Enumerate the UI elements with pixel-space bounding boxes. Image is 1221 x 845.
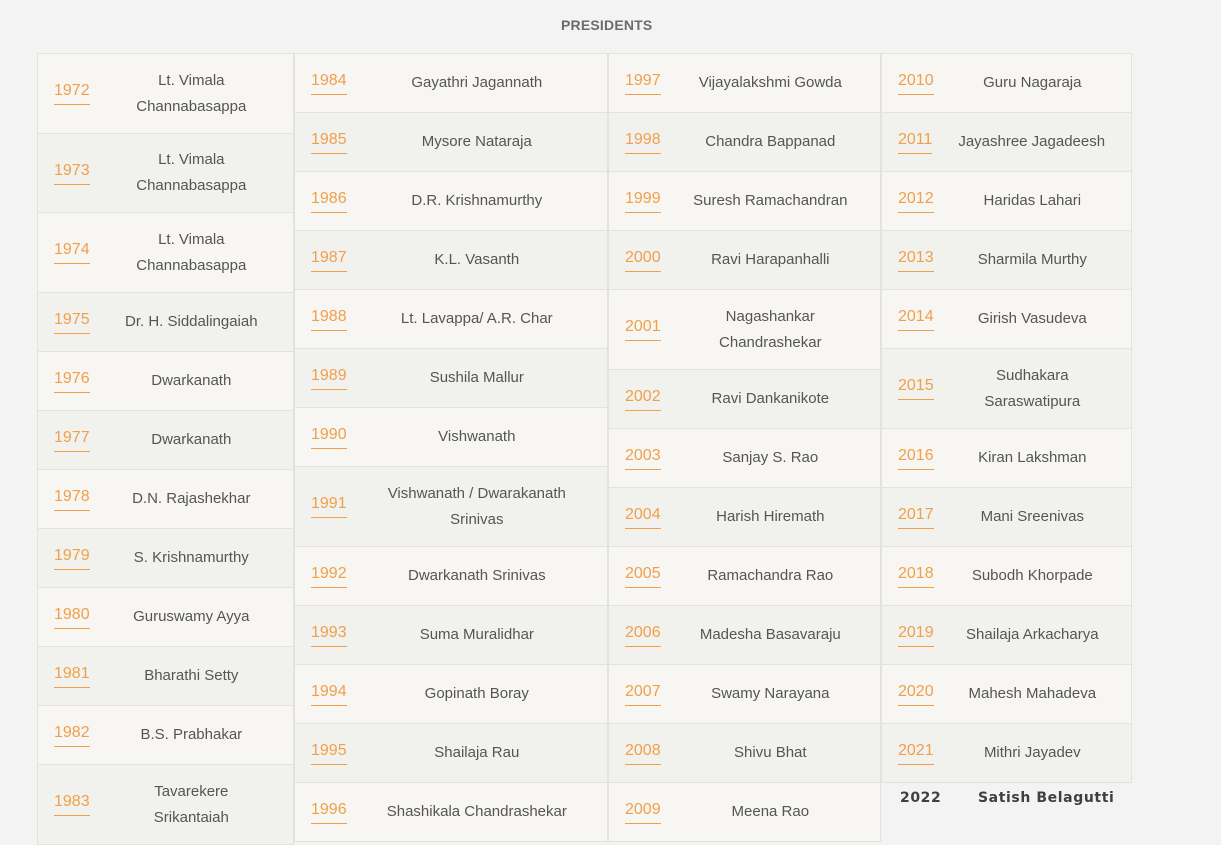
president-year: 1978 bbox=[54, 488, 90, 511]
president-name: Mani Sreenivas bbox=[980, 508, 1084, 525]
president-year: 2012 bbox=[898, 190, 934, 213]
presidents-column-1 bbox=[37, 53, 294, 845]
president-year: 1998 bbox=[625, 131, 661, 154]
president-name: Sudhakara Saraswatipura bbox=[984, 366, 1081, 410]
extra-year: 2022 bbox=[900, 790, 942, 806]
president-row bbox=[881, 605, 1132, 665]
president-row bbox=[37, 351, 294, 411]
president-name: Jayashree Jagadeesh bbox=[958, 133, 1106, 150]
president-name: Mysore Nataraja bbox=[421, 133, 532, 150]
president-year: 1997 bbox=[625, 72, 661, 95]
president-year: 1983 bbox=[54, 793, 90, 816]
president-row bbox=[37, 53, 294, 134]
president-name: Subodh Khorpade bbox=[971, 567, 1093, 584]
president-year: 1974 bbox=[54, 241, 90, 264]
president-name: Nagashankar Chandrashekar bbox=[719, 307, 822, 351]
president-row bbox=[608, 230, 881, 290]
president-row bbox=[608, 664, 881, 724]
president-name: Mahesh Mahadeva bbox=[968, 685, 1097, 702]
president-year: 1977 bbox=[54, 429, 90, 452]
president-name: Vishwanath / Dwarakanath Srinivas bbox=[387, 484, 566, 528]
president-row bbox=[608, 723, 881, 783]
president-year: 1988 bbox=[311, 308, 347, 331]
president-row bbox=[37, 410, 294, 470]
president-year: 2008 bbox=[625, 742, 661, 765]
page-title: PRESIDENTS bbox=[561, 17, 653, 33]
president-name: Vijayalakshmi Gowda bbox=[698, 74, 842, 91]
president-name: Lt. Vimala Channabasappa bbox=[136, 151, 247, 194]
president-year: 2019 bbox=[898, 624, 934, 647]
president-row bbox=[881, 289, 1132, 349]
president-name: Dwarkanath Srinivas bbox=[408, 567, 546, 584]
president-name: Shashikala Chandrashekar bbox=[386, 803, 567, 820]
president-year: 2005 bbox=[625, 565, 661, 588]
president-row bbox=[37, 133, 294, 213]
president-year: 2014 bbox=[898, 308, 934, 331]
president-row bbox=[37, 587, 294, 647]
president-name: Girish Vasudeva bbox=[977, 310, 1087, 327]
president-row bbox=[294, 664, 608, 724]
president-year: 1985 bbox=[311, 131, 347, 154]
extra-name: Satish Belagutti bbox=[978, 790, 1115, 806]
president-name: Madesha Basavaraju bbox=[699, 626, 841, 643]
president-row bbox=[881, 53, 1132, 113]
president-year: 1984 bbox=[311, 72, 347, 95]
president-row bbox=[294, 407, 608, 467]
president-year: 2020 bbox=[898, 683, 934, 706]
president-name: Suma Muralidhar bbox=[419, 626, 534, 643]
president-row bbox=[881, 171, 1132, 231]
president-row bbox=[608, 112, 881, 172]
president-row bbox=[294, 230, 608, 290]
president-name: Sharmila Murthy bbox=[977, 251, 1087, 268]
president-name: S. Krishnamurthy bbox=[133, 549, 249, 566]
president-row bbox=[881, 723, 1132, 783]
president-year: 2018 bbox=[898, 565, 934, 588]
president-name: D.N. Rajashekhar bbox=[132, 490, 251, 507]
president-name: Vishwanath bbox=[438, 428, 516, 445]
president-year: 1995 bbox=[311, 742, 347, 765]
president-row bbox=[294, 605, 608, 665]
president-row bbox=[608, 369, 881, 429]
president-name: Lt. Vimala Channabasappa bbox=[136, 71, 247, 115]
president-row bbox=[608, 171, 881, 231]
president-name: Gopinath Boray bbox=[424, 685, 529, 702]
president-name: Suresh Ramachandran bbox=[693, 192, 848, 209]
president-year: 1992 bbox=[311, 565, 347, 588]
president-row bbox=[37, 705, 294, 765]
president-year: 1981 bbox=[54, 665, 90, 688]
president-name: Shailaja Rau bbox=[434, 744, 520, 761]
president-name: Ravi Harapanhalli bbox=[711, 251, 830, 268]
president-name: Bharathi Setty bbox=[144, 667, 239, 684]
president-year: 2007 bbox=[625, 683, 661, 706]
president-year: 2017 bbox=[898, 506, 934, 529]
president-year: 2013 bbox=[898, 249, 934, 272]
president-row bbox=[608, 289, 881, 370]
president-name: Chandra Bappanad bbox=[705, 133, 836, 150]
president-name: Kiran Lakshman bbox=[978, 449, 1087, 466]
president-year: 2016 bbox=[898, 447, 934, 470]
presidents-column-3 bbox=[608, 53, 881, 842]
president-row bbox=[37, 764, 294, 845]
president-year: 1982 bbox=[54, 724, 90, 747]
president-row bbox=[608, 487, 881, 547]
president-year: 2004 bbox=[625, 506, 661, 529]
president-year: 2021 bbox=[898, 742, 934, 765]
president-year: 1994 bbox=[311, 683, 347, 706]
president-year: 2001 bbox=[625, 318, 661, 341]
president-row bbox=[608, 782, 881, 842]
president-year: 2002 bbox=[625, 388, 661, 411]
president-name: Meena Rao bbox=[731, 803, 810, 820]
president-name: Shivu Bhat bbox=[734, 744, 807, 761]
president-name: Gayathri Jagannath bbox=[411, 74, 543, 91]
president-row bbox=[881, 546, 1132, 606]
president-year: 1980 bbox=[54, 606, 90, 629]
president-year: 1986 bbox=[311, 190, 347, 213]
president-year: 1996 bbox=[311, 801, 347, 824]
president-row bbox=[608, 428, 881, 488]
president-year: 1993 bbox=[311, 624, 347, 647]
president-name: Mithri Jayadev bbox=[983, 744, 1081, 761]
president-year: 2015 bbox=[898, 377, 934, 400]
president-row bbox=[294, 546, 608, 606]
president-row bbox=[881, 112, 1132, 172]
president-name: Dwarkanath bbox=[151, 431, 232, 448]
president-row bbox=[37, 212, 294, 293]
president-name: Dr. H. Siddalingaiah bbox=[125, 313, 258, 330]
president-name: Ravi Dankanikote bbox=[711, 390, 830, 407]
president-name: Tavarekere Srikantaiah bbox=[153, 782, 229, 826]
president-year: 1976 bbox=[54, 370, 90, 393]
president-name: B.S. Prabhakar bbox=[140, 726, 243, 743]
president-year: 1972 bbox=[54, 82, 90, 105]
president-row bbox=[608, 605, 881, 665]
president-row bbox=[294, 782, 608, 842]
president-row bbox=[608, 546, 881, 606]
president-year: 2011 bbox=[898, 131, 932, 154]
president-year: 1990 bbox=[311, 426, 347, 449]
president-row bbox=[294, 112, 608, 172]
president-name: Guruswamy Ayya bbox=[133, 608, 250, 625]
president-year: 1999 bbox=[625, 190, 661, 213]
president-name: Swamy Narayana bbox=[711, 685, 830, 702]
president-row bbox=[294, 289, 608, 349]
president-name: Lt. Lavappa/ A.R. Char bbox=[400, 310, 553, 327]
president-name: Haridas Lahari bbox=[983, 192, 1082, 209]
president-year: 1987 bbox=[311, 249, 347, 272]
president-row bbox=[294, 723, 608, 783]
president-name: K.L. Vasanth bbox=[434, 251, 520, 268]
president-row bbox=[37, 469, 294, 529]
president-name: Guru Nagaraja bbox=[983, 74, 1082, 91]
president-row bbox=[881, 487, 1132, 547]
president-year: 1979 bbox=[54, 547, 90, 570]
president-year: 2006 bbox=[625, 624, 661, 647]
president-row bbox=[881, 348, 1132, 429]
president-name: D.R. Krishnamurthy bbox=[411, 192, 543, 209]
president-row bbox=[881, 664, 1132, 724]
president-row bbox=[881, 230, 1132, 290]
president-row bbox=[37, 292, 294, 352]
president-name: Shailaja Arkacharya bbox=[966, 626, 1099, 643]
president-name: Sushila Mallur bbox=[429, 369, 524, 386]
president-row bbox=[294, 171, 608, 231]
presidents-column-2 bbox=[294, 53, 608, 842]
president-year: 1989 bbox=[311, 367, 347, 390]
president-year: 2003 bbox=[625, 447, 661, 470]
president-year: 1991 bbox=[311, 495, 347, 518]
president-row bbox=[37, 528, 294, 588]
president-row bbox=[294, 53, 608, 113]
presidents-column-4 bbox=[881, 53, 1132, 783]
president-name: Ramachandra Rao bbox=[707, 567, 834, 584]
president-name: Sanjay S. Rao bbox=[722, 449, 819, 466]
president-row bbox=[608, 53, 881, 113]
president-row bbox=[294, 348, 608, 408]
president-year: 2009 bbox=[625, 801, 661, 824]
president-row bbox=[37, 646, 294, 706]
president-year: 1975 bbox=[54, 311, 90, 334]
president-name: Dwarkanath bbox=[151, 372, 232, 389]
president-year: 1973 bbox=[54, 162, 90, 185]
president-row bbox=[294, 466, 608, 547]
president-name: Lt. Vimala Channabasappa bbox=[136, 230, 247, 274]
president-year: 2000 bbox=[625, 249, 661, 272]
president-name: Harish Hiremath bbox=[716, 508, 825, 525]
president-year: 2010 bbox=[898, 72, 934, 95]
president-row bbox=[881, 428, 1132, 488]
